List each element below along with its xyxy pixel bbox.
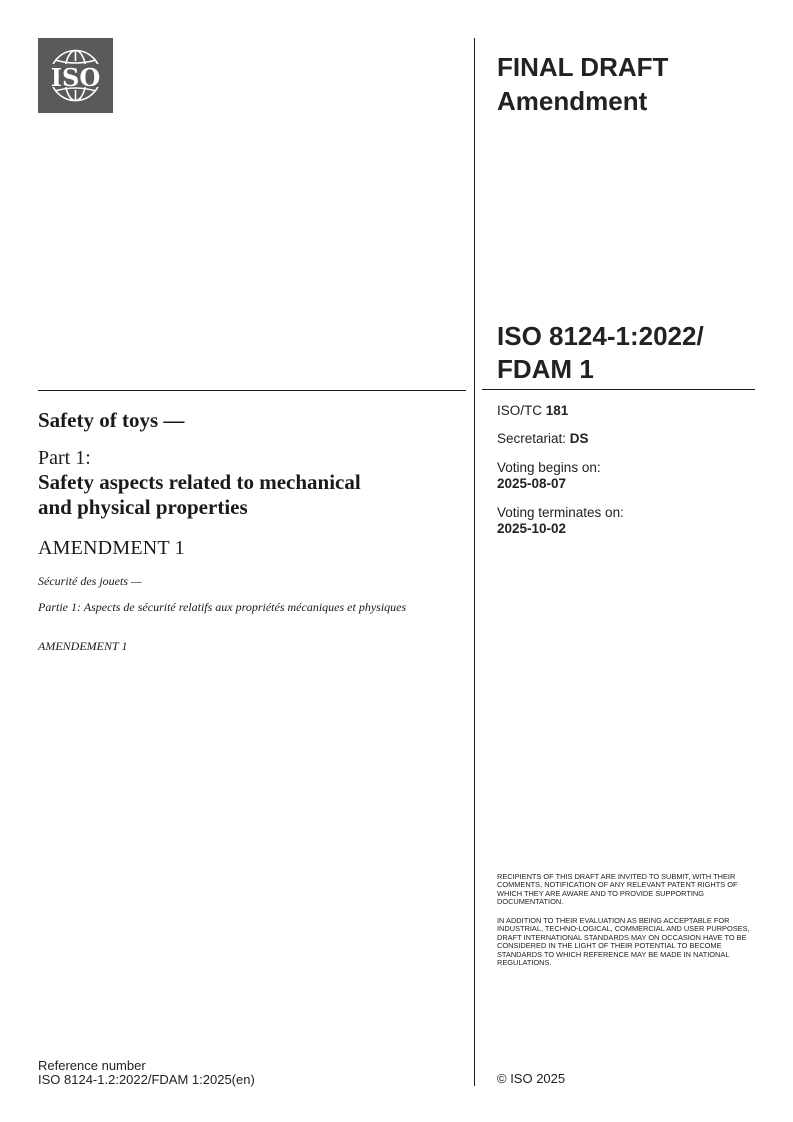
svg-text:ISO: ISO — [50, 63, 101, 92]
voting-terminates-label: Voting terminates on: — [497, 505, 624, 520]
voting-terminates — [497, 505, 767, 537]
tc-value: 181 — [545, 403, 569, 418]
doc-type-line2: Amendment — [497, 86, 648, 116]
voting-begins-label: Voting begins on: — [497, 460, 601, 475]
right-horizontal-divider — [482, 389, 755, 390]
voting-begins — [497, 460, 767, 492]
voting-terminates-value: 2025-10-02 — [497, 521, 567, 536]
vertical-divider — [474, 38, 475, 1086]
evaluation-notice: IN ADDITION TO THEIR EVALUATION AS BEING ACCEPTABLE FOR INDUSTRIAL, TECHNO-LOGICAL, COMMERCIAL AND USER PURPOSES, DRAFT INTERNATIONAL STANDARDS MAY ON OCCASION HAVE TO BE CONSIDERED IN THE LIGHT OF THEIR POTENTIAL TO BECOME STANDARDS TO WHICH REFERENCE MAY BE MADE IN NATIONAL REGULATIONS. — [497, 916, 750, 968]
technical-committee — [497, 403, 767, 419]
part-title-line2: and physical properties — [38, 495, 248, 519]
copyright: © ISO 2025 — [497, 1071, 566, 1086]
iso-logo — [38, 38, 113, 113]
amendment-label: AMENDMENT 1 — [38, 537, 185, 559]
french-title-main: Sécurité des jouets — — [38, 574, 142, 588]
left-horizontal-divider — [38, 390, 466, 391]
doc-type-line1: FINAL DRAFT — [497, 52, 669, 82]
doc-number-line2: FDAM 1 — [497, 354, 594, 384]
reference-number — [38, 1059, 458, 1087]
title-main: Safety of toys — — [38, 408, 185, 432]
doc-number-line1: ISO 8124-1:2022/ — [497, 321, 704, 351]
iso-globe-icon — [38, 38, 113, 113]
part-title-line1: Safety aspects related to mechanical — [38, 470, 361, 494]
part-title — [38, 470, 458, 520]
secretariat — [497, 431, 767, 447]
french-amendment-label: AMENDEMENT 1 — [38, 639, 128, 653]
french-part-title: Partie 1: Aspects de sécurité relatifs aux propriétés mécaniques et physiques — [38, 600, 407, 614]
voting-begins-value: 2025-08-07 — [497, 476, 567, 491]
secretariat-value: DS — [569, 431, 589, 446]
patent-notice: RECIPIENTS OF THIS DRAFT ARE INVITED TO SUBMIT, WITH THEIR COMMENTS, NOTIFICATION OF ANY RELEVANT PATENT RIGHTS OF WHICH THEY ARE AWARE AND TO PROVIDE SUPPORTING DOCUMENTATION. — [497, 872, 738, 907]
secretariat-label: Secretariat: — [497, 431, 567, 446]
document-type — [497, 50, 767, 118]
reference-label: Reference number — [38, 1058, 146, 1073]
reference-value: ISO 8124-1.2:2022/FDAM 1:2025(en) — [38, 1072, 255, 1087]
part-label: Part 1: — [38, 447, 91, 469]
document-number — [497, 320, 767, 386]
tc-label: ISO/TC — [497, 403, 543, 418]
